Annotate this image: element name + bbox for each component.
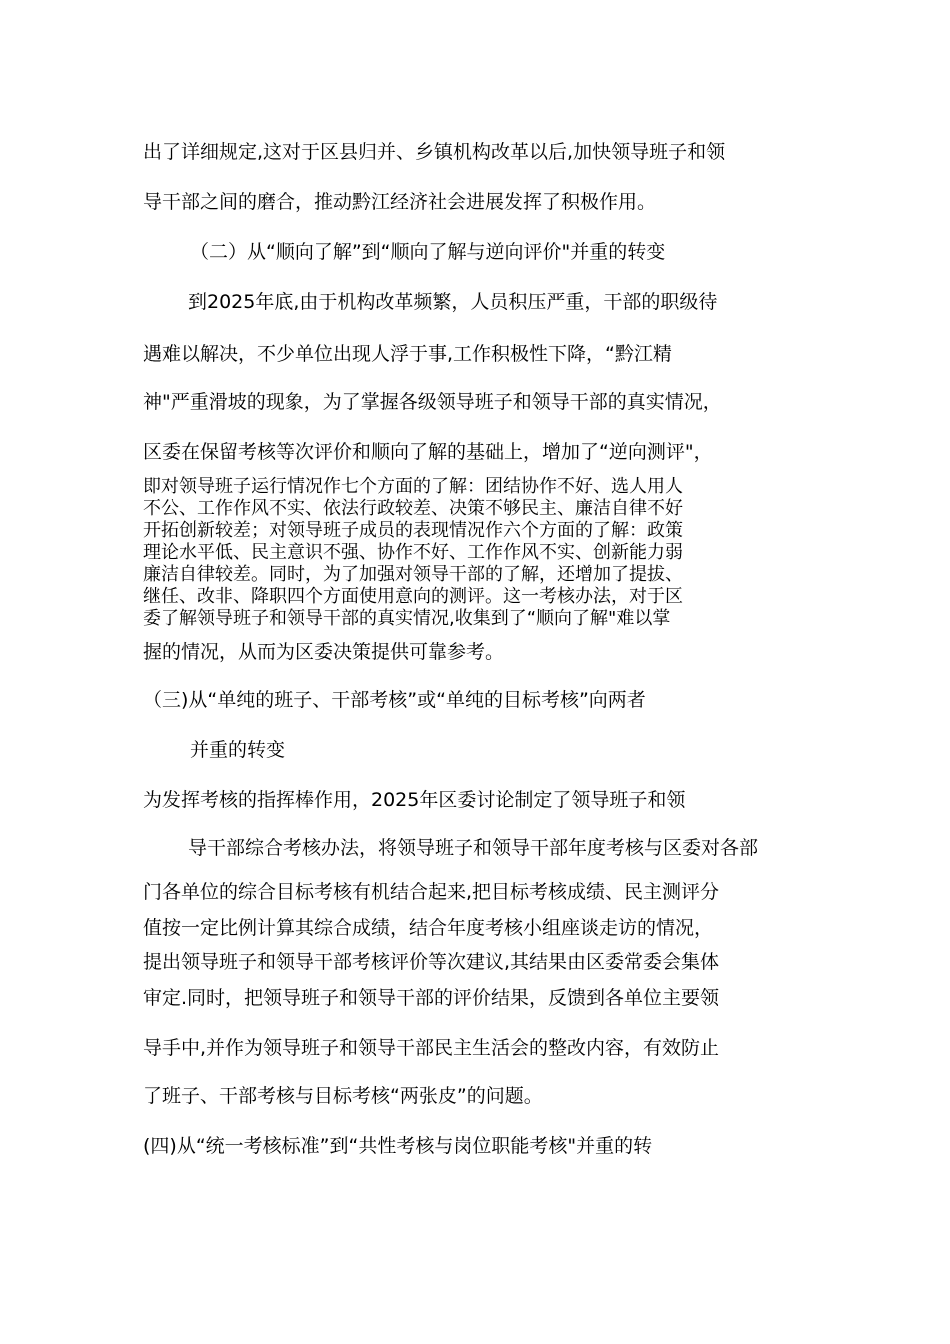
text-line: 门各单位的综合目标考核有机结合起来,把目标考核成绩、民主测评分 [143,881,720,903]
text-line: 区委在保留考核等次评价和顺向了解的基础上，增加了“逆向测评"， [143,441,713,463]
text-line: 廉洁自律较差。同时，为了加强对领导干部的了解，还增加了提拔、 [143,564,683,585]
section-heading: （二）从“顺向了解”到“顺向了解与逆向评价"并重的转变 [190,241,666,263]
text-line: 继任、改非、降职四个方面使用意向的测评。这一考核办法，对于区 [143,586,683,607]
section-heading: 并重的转变 [190,739,286,761]
text-line: 出了详细规定,这对于区县归并、乡镇机构改革以后,加快领导班子和领 [143,141,726,163]
text-line: 神"严重滑坡的现象，为了掌握各级领导班子和领导干部的真实情况， [143,391,722,413]
section-heading: 为发挥考核的指挥棒作用，2025年区委讨论制定了领导班子和领 [143,789,686,811]
text-line: (四)从“统一考核标准”到“共性考核与岗位职能考核"并重的转 [143,1135,653,1157]
text-line: 即对领导班子运行情况作七个方面的了解：团结协作不好、选人用人 [143,476,683,497]
text-line: （三)从“单纯的班子、干部考核”或“单纯的目标考核”向两者 [143,689,646,711]
text-line: 值按一定比例计算其综合成绩，结合年度考核小组座谈走访的情况， [143,917,714,939]
text-line: 遇难以解决，不少单位出现人浮于事,工作积极性下降，“黔江精 [143,343,672,365]
text-line: 了班子、干部考核与目标考核“两张皮”的问题。 [143,1085,543,1107]
text-line: 审定.同时，把领导班子和领导干部的评价结果，反馈到各单位主要领 [143,987,720,1009]
text-line: 握的情况，从而为区委决策提供可靠参考。 [143,641,505,663]
text-line: 导手中,并作为领导班子和领导干部民主生活会的整改内容，有效防止 [143,1037,720,1059]
text-line: 到2025年底,由于机构改革频繁，人员积压严重，干部的职级待 [188,291,718,313]
text-line: 理论水平低、民主意识不强、协作不好、工作作风不实、创新能力弱 [143,542,683,563]
text-line: 委了解领导班子和领导干部的真实情况,收集到了“顺向了解"难以掌 [143,608,671,629]
text-line: 开拓创新较差；对领导班子成员的表现情况作六个方面的了解：政策 [143,520,683,541]
text-line: 提出领导班子和领导干部考核评价等次建议,其结果由区委常委会集体 [143,951,720,973]
text-line: 导干部之间的磨合，推动黔江经济社会进展发挥了积极作用。 [143,191,657,213]
text-line: 导干部综合考核办法，将领导班子和领导干部年度考核与区委对各部 [188,837,759,859]
text-line: 不公、工作作风不实、依法行政较差、决策不够民主、廉洁自律不好 [143,498,683,519]
